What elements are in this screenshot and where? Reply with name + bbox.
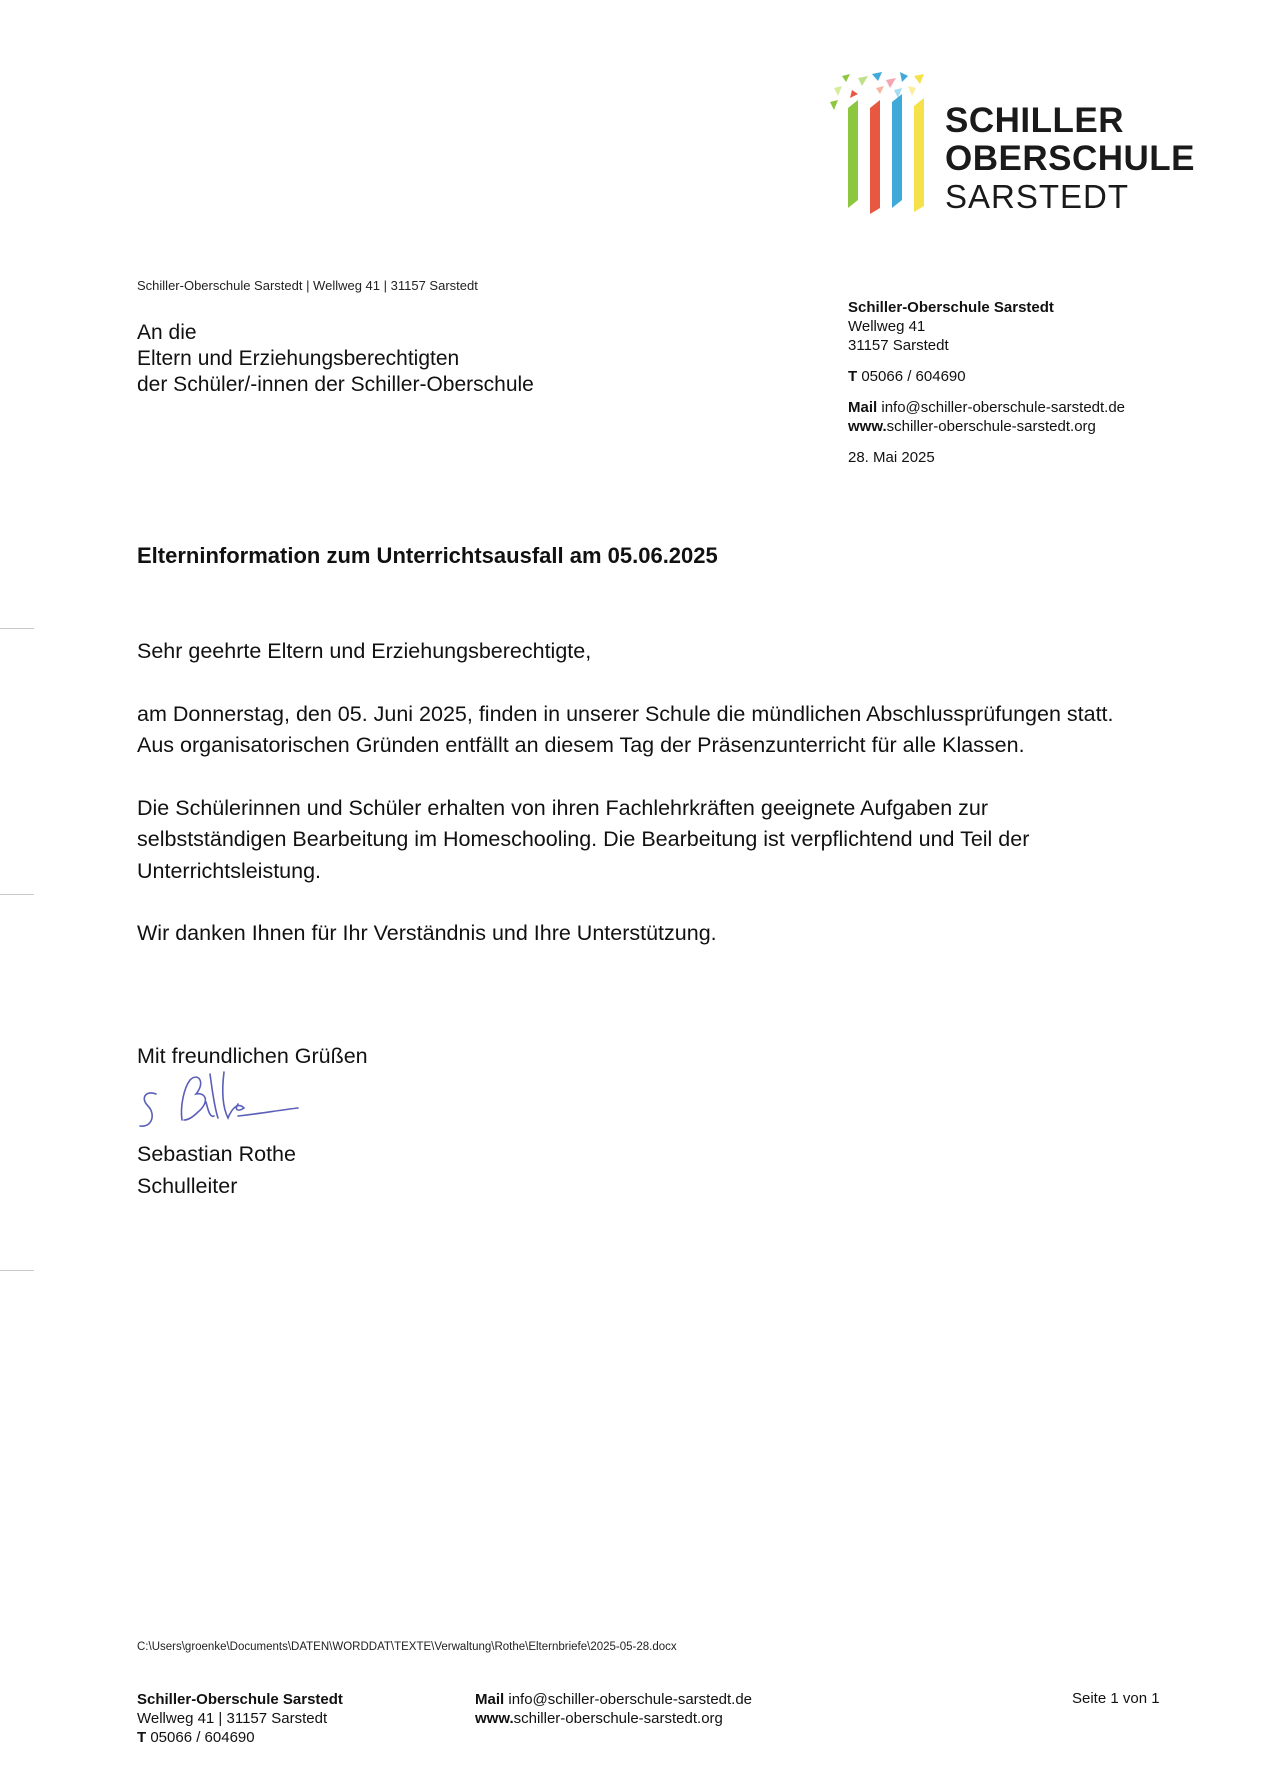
body-paragraph: Wir danken Ihnen für Ihr Verständnis und Ihre Unterstützung. bbox=[137, 921, 717, 945]
logo-line2: OBERSCHULE bbox=[945, 139, 1196, 178]
document-file-path: C:\Users\groenke\Documents\DATEN\WORDDAT\TEXTE\Verwaltung\Rothe\Elternbriefe\2025-05-28.docx bbox=[137, 1641, 677, 1653]
logo-wordmark bbox=[945, 102, 1195, 216]
footer-phone: 05066 / 604690 bbox=[150, 1729, 255, 1746]
page-number: Seite 1 von 1 bbox=[1072, 1690, 1160, 1707]
signer-block bbox=[137, 1138, 296, 1202]
recipient-line: der Schüler/-innen der Schiller-Oberschule bbox=[137, 373, 534, 396]
fold-mark bbox=[0, 628, 34, 629]
body-paragraph: am Donnerstag, den 05. Juni 2025, finden in unserer Schule die mündlichen Abschlussprüfungen statt. Aus organisatorischen Gründen entfällt an diesem Tag der Präsenzunterricht für alle Klassen. bbox=[137, 701, 1114, 757]
letter-greeting: Sehr geehrte Eltern und Erziehungsberechtigte, bbox=[137, 639, 592, 663]
recipient-line: Eltern und Erziehungsberechtigten bbox=[137, 347, 460, 370]
signer-name: Sebastian Rothe bbox=[137, 1142, 296, 1166]
contact-block bbox=[848, 298, 1125, 467]
contact-web-link[interactable]: schiller-oberschule-sarstedt.org bbox=[886, 418, 1096, 435]
footer-phone-label: T bbox=[137, 1729, 147, 1746]
letter-date: 28. Mai 2025 bbox=[848, 449, 935, 466]
contact-phone-label: T bbox=[848, 368, 858, 385]
footer-web-label: www. bbox=[475, 1710, 514, 1727]
sender-return-address: Schiller-Oberschule Sarstedt | Wellweg 41 | 31157 Sarstedt bbox=[137, 278, 478, 293]
handwritten-signature bbox=[134, 1068, 304, 1140]
signer-role: Schulleiter bbox=[137, 1174, 238, 1198]
footer-address bbox=[137, 1690, 343, 1747]
contact-city: 31157 Sarstedt bbox=[848, 337, 949, 354]
logo-line1: SCHILLER bbox=[945, 101, 1124, 140]
contact-street: Wellweg 41 bbox=[848, 318, 926, 335]
letter-body bbox=[137, 636, 1137, 981]
contact-name: Schiller-Oberschule Sarstedt bbox=[848, 299, 1054, 316]
contact-phone: 05066 / 604690 bbox=[861, 368, 966, 385]
logo-stripe-green bbox=[848, 100, 858, 208]
letter-closing: Mit freundlichen Grüßen bbox=[137, 1044, 368, 1068]
contact-web-label: www. bbox=[848, 418, 887, 435]
footer-mail-label: Mail bbox=[475, 1691, 505, 1708]
logo-stripe-blue bbox=[892, 94, 902, 208]
footer-web-link[interactable]: schiller-oberschule-sarstedt.org bbox=[513, 1710, 723, 1727]
footer-street: Wellweg 41 | 31157 Sarstedt bbox=[137, 1710, 328, 1727]
contact-mail-link[interactable]: info@schiller-oberschule-sarstedt.de bbox=[881, 399, 1126, 416]
body-paragraph: Die Schülerinnen und Schüler erhalten von ihren Fachlehrkräften geeignete Aufgaben zur selbstständigen Bearbeitung im Homeschooling. Die Bearbeitung ist verpflichtend und Teil der Unterrichtsleistung. bbox=[137, 795, 1030, 883]
logo-stripe-yellow bbox=[914, 98, 924, 212]
logo-line3: SARSTEDT bbox=[945, 178, 1130, 215]
letter-subject: Elterninformation zum Unterrichtsausfall am 05.06.2025 bbox=[137, 543, 718, 568]
recipient-line: An die bbox=[137, 321, 197, 344]
footer-online bbox=[475, 1690, 752, 1728]
fold-mark bbox=[0, 1270, 34, 1271]
contact-mail-label: Mail bbox=[848, 399, 878, 416]
footer-name: Schiller-Oberschule Sarstedt bbox=[137, 1691, 343, 1708]
logo-stripe-red bbox=[870, 100, 880, 214]
footer-mail-link[interactable]: info@schiller-oberschule-sarstedt.de bbox=[508, 1691, 753, 1708]
fold-mark bbox=[0, 894, 34, 895]
recipient-address bbox=[137, 320, 534, 398]
